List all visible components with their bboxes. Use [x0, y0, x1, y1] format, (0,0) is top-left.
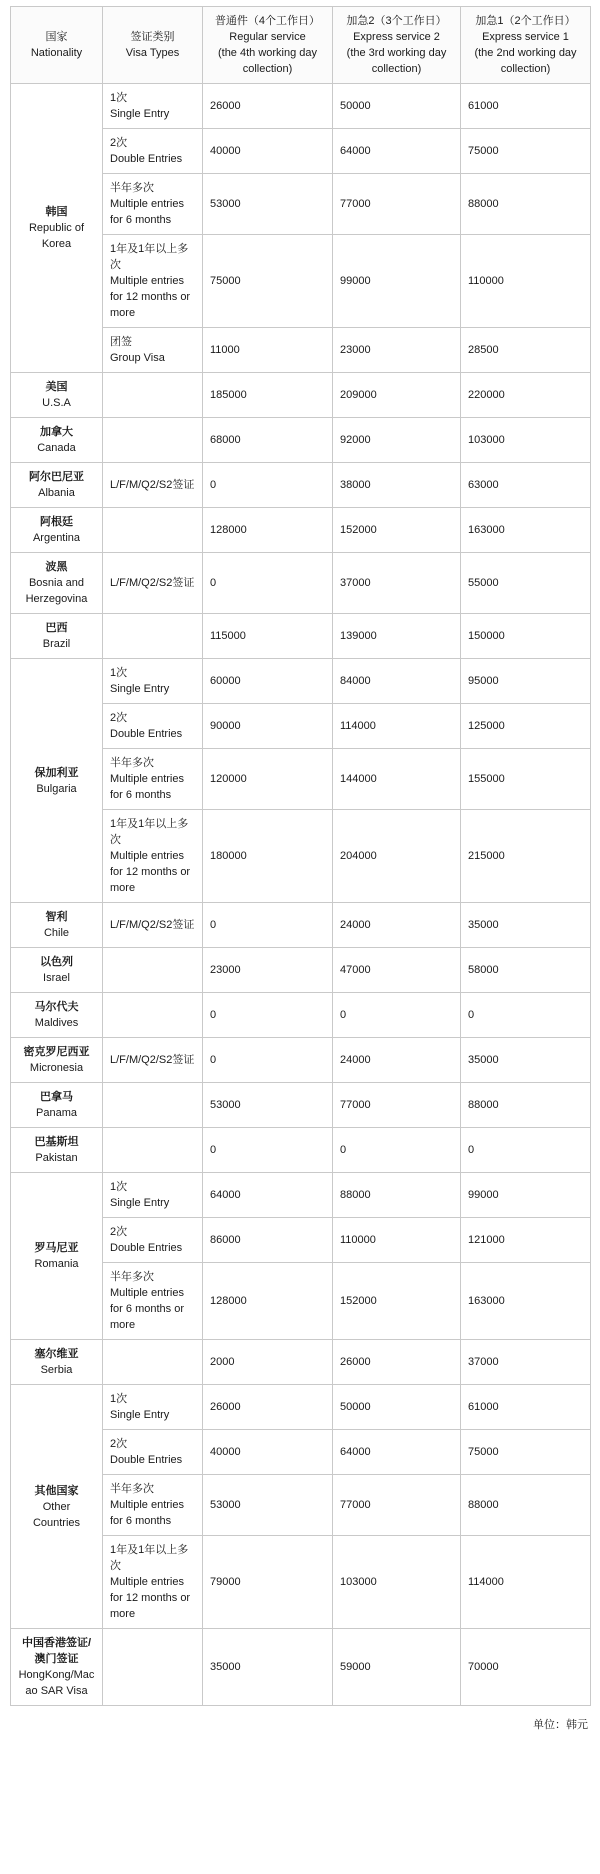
country-name-en: Maldives — [34, 1017, 79, 1029]
header-en: Visa Types — [125, 47, 180, 59]
fee-cell-regular: 40000 — [203, 129, 333, 174]
visa-type-cn: 1次 — [110, 1393, 128, 1405]
country-cell — [11, 1385, 103, 1629]
visa-type-cell — [103, 508, 203, 553]
country-name-en: Serbia — [40, 1364, 73, 1376]
country-name-en: Albania — [38, 487, 75, 499]
fee-cell-regular: 115000 — [203, 614, 333, 659]
country-name-cn: 保加利亚 — [34, 766, 79, 779]
visa-type-en: Double Entries — [110, 153, 183, 165]
visa-type-cell — [103, 1385, 203, 1430]
country-name-en: Bosnia and Herzegovina — [25, 577, 88, 605]
fee-cell-express-1: 125000 — [461, 704, 591, 749]
fee-cell-regular: 0 — [203, 903, 333, 948]
table-row — [11, 614, 591, 659]
visa-type-en: Double Entries — [110, 1454, 183, 1466]
visa-type-en: Double Entries — [110, 1242, 183, 1254]
fee-cell-express-1: 70000 — [461, 1629, 591, 1706]
fee-cell-express-2: 24000 — [333, 903, 461, 948]
visa-type-en: Multiple entries for 6 months or more — [110, 1287, 184, 1331]
fee-cell-express-1: 163000 — [461, 508, 591, 553]
fee-cell-express-2: 84000 — [333, 659, 461, 704]
visa-type-cell — [103, 1083, 203, 1128]
country-name-cn: 美国 — [45, 381, 68, 393]
visa-type-cell — [103, 373, 203, 418]
visa-type-cell — [103, 1629, 203, 1706]
country-cell — [11, 1083, 103, 1128]
visa-type-cell — [103, 553, 203, 614]
fee-cell-express-2: 37000 — [333, 553, 461, 614]
fee-cell-express-2: 77000 — [333, 174, 461, 235]
fee-cell-regular: 185000 — [203, 373, 333, 418]
fee-cell-express-2: 50000 — [333, 84, 461, 129]
fee-cell-express-2: 0 — [333, 1128, 461, 1173]
fee-cell-express-1: 0 — [461, 993, 591, 1038]
country-cell — [11, 418, 103, 463]
fee-cell-express-2: 103000 — [333, 1536, 461, 1629]
visa-type-cn: 1年及1年以上多次 — [110, 1544, 189, 1572]
table-row — [11, 993, 591, 1038]
visa-type-cn: L/F/M/Q2/S2签证 — [110, 919, 195, 931]
country-name-en: Panama — [36, 1107, 77, 1119]
fee-cell-express-2: 38000 — [333, 463, 461, 508]
fee-cell-express-1: 55000 — [461, 553, 591, 614]
fee-cell-regular: 0 — [203, 1038, 333, 1083]
fee-cell-regular: 40000 — [203, 1430, 333, 1475]
header-note: (the 2nd working day collection) — [474, 47, 577, 75]
fee-cell-express-1: 114000 — [461, 1536, 591, 1629]
header-cn: 加急2（3个工作日） — [346, 15, 447, 27]
table-row — [11, 418, 591, 463]
visa-type-cell — [103, 84, 203, 129]
country-name-cn: 罗马尼亚 — [34, 1242, 79, 1254]
fee-cell-express-2: 144000 — [333, 749, 461, 810]
fee-cell-express-2: 0 — [333, 993, 461, 1038]
fee-cell-express-2: 64000 — [333, 129, 461, 174]
fee-cell-express-1: 110000 — [461, 235, 591, 328]
visa-type-cell — [103, 749, 203, 810]
visa-type-cell — [103, 1475, 203, 1536]
table-row — [11, 659, 591, 704]
visa-type-en: Multiple entries for 6 months — [110, 1499, 184, 1527]
fee-cell-regular: 64000 — [203, 1173, 333, 1218]
country-name-cn: 密克罗尼西亚 — [23, 1046, 90, 1058]
visa-type-en: Multiple entries for 12 months or more — [110, 850, 191, 894]
visa-type-cell — [103, 1536, 203, 1629]
fee-cell-express-1: 61000 — [461, 84, 591, 129]
visa-type-cn: L/F/M/Q2/S2签证 — [110, 1054, 195, 1066]
fee-cell-regular: 128000 — [203, 508, 333, 553]
visa-type-cell — [103, 1173, 203, 1218]
visa-type-en: Single Entry — [110, 1197, 170, 1209]
country-name-cn: 波黑 — [45, 561, 68, 573]
column-header-nationality — [11, 7, 103, 84]
visa-type-cell — [103, 810, 203, 903]
fee-cell-express-1: 88000 — [461, 1475, 591, 1536]
fee-cell-express-2: 23000 — [333, 328, 461, 373]
fee-cell-regular: 35000 — [203, 1629, 333, 1706]
country-name-cn: 塞尔维亚 — [34, 1348, 79, 1360]
country-name-en: Israel — [43, 972, 70, 984]
country-cell — [11, 463, 103, 508]
visa-type-cn: 半年多次 — [110, 1271, 154, 1283]
visa-type-cn: 团签 — [110, 336, 132, 348]
visa-type-en: Double Entries — [110, 728, 183, 740]
fee-cell-express-1: 155000 — [461, 749, 591, 810]
fee-cell-express-1: 35000 — [461, 1038, 591, 1083]
fee-cell-regular: 23000 — [203, 948, 333, 993]
visa-type-cell — [103, 328, 203, 373]
country-name-en: Chile — [43, 927, 70, 939]
visa-type-cn: 1年及1年以上多次 — [110, 818, 189, 846]
visa-type-cn: 1年及1年以上多次 — [110, 243, 189, 271]
fee-cell-regular: 26000 — [203, 1385, 333, 1430]
visa-type-en: Single Entry — [110, 108, 170, 120]
fee-cell-regular: 68000 — [203, 418, 333, 463]
visa-type-cn: 1次 — [110, 1181, 128, 1193]
country-name-cn: 中国香港签证/澳门签证 — [21, 1637, 92, 1665]
column-header-express-service-2 — [333, 7, 461, 84]
table-row — [11, 373, 591, 418]
table-row — [11, 1083, 591, 1128]
fee-cell-express-1: 103000 — [461, 418, 591, 463]
fee-cell-express-2: 77000 — [333, 1475, 461, 1536]
visa-type-cn: 2次 — [110, 137, 128, 149]
country-name-en: Pakistan — [35, 1152, 78, 1164]
country-name-en: Bulgaria — [36, 782, 77, 795]
fee-cell-express-1: 0 — [461, 1128, 591, 1173]
visa-type-cell — [103, 1263, 203, 1340]
fee-cell-regular: 90000 — [203, 704, 333, 749]
table-row — [11, 553, 591, 614]
visa-type-cn: 2次 — [110, 1226, 128, 1238]
fee-cell-express-2: 110000 — [333, 1218, 461, 1263]
fee-cell-regular: 53000 — [203, 1475, 333, 1536]
table-row — [11, 1385, 591, 1430]
fee-cell-regular: 53000 — [203, 1083, 333, 1128]
table-header — [11, 7, 591, 84]
column-header-regular-service — [203, 7, 333, 84]
country-cell — [11, 659, 103, 903]
visa-type-cell — [103, 418, 203, 463]
table-row — [11, 1128, 591, 1173]
visa-type-cell — [103, 129, 203, 174]
fee-cell-express-2: 99000 — [333, 235, 461, 328]
fee-cell-express-2: 88000 — [333, 1173, 461, 1218]
visa-type-en: Multiple entries for 6 months — [110, 198, 184, 226]
fee-cell-express-1: 163000 — [461, 1263, 591, 1340]
visa-type-cn: 半年多次 — [110, 1483, 154, 1495]
country-cell — [11, 1629, 103, 1706]
visa-type-cell — [103, 1430, 203, 1475]
fee-cell-express-2: 26000 — [333, 1340, 461, 1385]
visa-type-cn: 半年多次 — [110, 757, 154, 769]
header-cn: 加急1（2个工作日） — [475, 15, 576, 27]
visa-type-en: Single Entry — [110, 683, 170, 695]
country-name-en: Brazil — [42, 638, 71, 650]
table-row — [11, 903, 591, 948]
column-header-express-service-1 — [461, 7, 591, 84]
country-name-cn: 阿根廷 — [40, 516, 73, 528]
column-header-visa-types — [103, 7, 203, 84]
fee-cell-express-2: 92000 — [333, 418, 461, 463]
header-en: Express service 1 — [482, 31, 569, 43]
visa-type-cell — [103, 1038, 203, 1083]
country-name-en: Other Countries — [32, 1500, 81, 1529]
fee-cell-express-2: 77000 — [333, 1083, 461, 1128]
table-row — [11, 1173, 591, 1218]
visa-type-cell — [103, 1340, 203, 1385]
fee-cell-regular: 26000 — [203, 84, 333, 129]
country-name-en: HongKong/Macao SAR Visa — [18, 1669, 95, 1697]
fee-cell-regular: 0 — [203, 1128, 333, 1173]
visa-type-cell — [103, 614, 203, 659]
fee-cell-regular: 0 — [203, 463, 333, 508]
visa-type-cn: 1次 — [110, 92, 128, 104]
country-cell — [11, 1038, 103, 1083]
table-row — [11, 84, 591, 129]
header-en: Express service 2 — [353, 31, 440, 43]
table-row — [11, 948, 591, 993]
country-name-cn: 智利 — [45, 911, 68, 923]
country-name-en: Canada — [37, 442, 76, 454]
fee-cell-regular: 53000 — [203, 174, 333, 235]
table-row — [11, 1340, 591, 1385]
fee-cell-express-1: 215000 — [461, 810, 591, 903]
fee-cell-express-1: 37000 — [461, 1340, 591, 1385]
fee-cell-express-2: 209000 — [333, 373, 461, 418]
fee-cell-regular: 86000 — [203, 1218, 333, 1263]
fee-cell-express-1: 95000 — [461, 659, 591, 704]
fee-cell-express-1: 63000 — [461, 463, 591, 508]
header-note: (the 4th working day collection) — [217, 47, 318, 75]
fee-cell-express-2: 59000 — [333, 1629, 461, 1706]
fee-cell-regular: 180000 — [203, 810, 333, 903]
fee-cell-express-1: 121000 — [461, 1218, 591, 1263]
fee-cell-regular: 60000 — [203, 659, 333, 704]
country-cell — [11, 903, 103, 948]
fee-cell-express-1: 75000 — [461, 1430, 591, 1475]
unit-note: 单位：韩元 — [533, 1719, 588, 1731]
fee-cell-express-2: 139000 — [333, 614, 461, 659]
country-cell — [11, 84, 103, 373]
header-cn: 签证类别 — [130, 31, 175, 43]
fee-cell-express-1: 150000 — [461, 614, 591, 659]
country-name-cn: 巴拿马 — [40, 1091, 73, 1103]
country-cell — [11, 508, 103, 553]
country-cell — [11, 993, 103, 1038]
fee-cell-express-2: 204000 — [333, 810, 461, 903]
visa-type-cell — [103, 1218, 203, 1263]
country-name-cn: 加拿大 — [40, 426, 73, 438]
fee-cell-express-2: 50000 — [333, 1385, 461, 1430]
visa-type-en: Multiple entries for 12 months or more — [110, 1576, 191, 1620]
table-row — [11, 1038, 591, 1083]
table-row — [11, 1629, 591, 1706]
country-name-cn: 巴基斯坦 — [34, 1136, 79, 1148]
country-name-cn: 巴西 — [45, 622, 68, 634]
fee-cell-regular: 0 — [203, 993, 333, 1038]
country-cell — [11, 553, 103, 614]
visa-type-cell — [103, 993, 203, 1038]
country-name-en: Micronesia — [29, 1062, 84, 1074]
visa-type-cell — [103, 704, 203, 749]
fee-cell-express-2: 152000 — [333, 1263, 461, 1340]
fee-cell-express-2: 47000 — [333, 948, 461, 993]
fee-cell-express-2: 24000 — [333, 1038, 461, 1083]
country-name-cn: 马尔代夫 — [34, 1001, 79, 1013]
country-name-cn: 以色列 — [40, 956, 73, 968]
country-cell — [11, 1173, 103, 1340]
visa-type-en: Multiple entries for 6 months — [110, 773, 184, 801]
fee-cell-express-1: 220000 — [461, 373, 591, 418]
header-en: Nationality — [30, 47, 83, 59]
visa-type-cn: L/F/M/Q2/S2签证 — [110, 577, 195, 589]
country-name-cn: 阿尔巴尼亚 — [29, 471, 84, 483]
fee-cell-express-2: 114000 — [333, 704, 461, 749]
country-cell — [11, 614, 103, 659]
fee-cell-express-2: 64000 — [333, 1430, 461, 1475]
visa-type-cell — [103, 174, 203, 235]
country-name-cn: 其他国家 — [34, 1484, 79, 1497]
fee-cell-express-1: 88000 — [461, 1083, 591, 1128]
visa-type-cn: 1次 — [110, 667, 128, 679]
fee-cell-express-2: 152000 — [333, 508, 461, 553]
fee-cell-regular: 75000 — [203, 235, 333, 328]
fee-cell-regular: 2000 — [203, 1340, 333, 1385]
country-cell — [11, 1340, 103, 1385]
fee-cell-express-1: 75000 — [461, 129, 591, 174]
fee-cell-express-1: 88000 — [461, 174, 591, 235]
fee-cell-regular: 79000 — [203, 1536, 333, 1629]
table-body — [11, 84, 591, 1706]
fee-cell-regular: 11000 — [203, 328, 333, 373]
fee-cell-express-1: 61000 — [461, 1385, 591, 1430]
country-cell — [11, 373, 103, 418]
header-cn: 普通件（4个工作日） — [214, 15, 321, 27]
table-header-row — [11, 7, 591, 84]
visa-type-cn: 半年多次 — [110, 182, 154, 194]
fee-cell-regular: 0 — [203, 553, 333, 614]
visa-type-cn: 2次 — [110, 1438, 128, 1450]
fee-cell-express-1: 35000 — [461, 903, 591, 948]
table-row — [11, 508, 591, 553]
header-en: Regular service — [229, 31, 306, 43]
visa-type-cell — [103, 948, 203, 993]
country-cell — [11, 948, 103, 993]
fee-cell-express-1: 99000 — [461, 1173, 591, 1218]
visa-type-en: Single Entry — [110, 1409, 170, 1421]
table-row — [11, 463, 591, 508]
visa-type-en: Group Visa — [110, 352, 165, 364]
visa-type-cell — [103, 659, 203, 704]
country-name-en: U.S.A — [42, 397, 71, 409]
visa-type-cell — [103, 235, 203, 328]
country-name-cn: 韩国 — [45, 206, 68, 218]
fee-cell-regular: 128000 — [203, 1263, 333, 1340]
country-name-en: Republic of Korea — [28, 222, 85, 250]
visa-type-cell — [103, 1128, 203, 1173]
visa-type-cn: L/F/M/Q2/S2签证 — [110, 479, 195, 491]
header-cn: 国家 — [45, 31, 68, 43]
country-name-en: Argentina — [32, 532, 81, 544]
visa-type-cell — [103, 903, 203, 948]
visa-fee-table — [10, 6, 591, 1706]
fee-cell-express-1: 28500 — [461, 328, 591, 373]
fee-cell-regular: 120000 — [203, 749, 333, 810]
header-note: (the 3rd working day collection) — [346, 47, 447, 75]
visa-type-cn: 2次 — [110, 712, 128, 724]
country-name-en: Romania — [34, 1258, 79, 1270]
country-cell — [11, 1128, 103, 1173]
visa-type-cell — [103, 463, 203, 508]
fee-cell-express-1: 58000 — [461, 948, 591, 993]
visa-type-en: Multiple entries for 12 months or more — [110, 275, 191, 319]
